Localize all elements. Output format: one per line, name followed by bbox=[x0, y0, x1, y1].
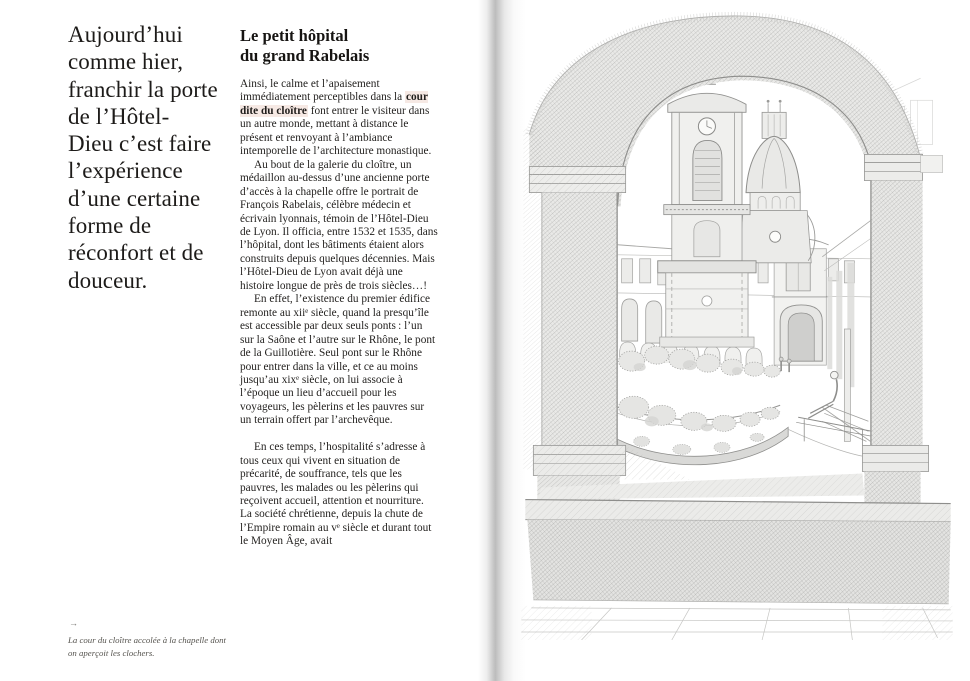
pull-quote-line: Aujourd’hui bbox=[68, 22, 183, 47]
paragraph-text: font entrer le visiteur dans un autre monde, mettant à distance le présent et renvoyant à l’ambiance intemporelle de l’architecture monastique. bbox=[240, 104, 432, 158]
garden bbox=[618, 346, 871, 479]
article-paragraph: Au bout de la galerie du cloître, un médaillon au-dessus d’une ancienne porte d’accès à la chapelle offre le portrait de François Rabelais, célèbre médecin et écrivain lyonnais, témoin de l’Hôtel-Dieu de Lyon. Il officia, entre 1532 et 1535, dans l’hôpital, dont les bâtiments étaient alors construits depuis quelques décennies. Mais l’Hôtel-Dieu de Lyon avait déjà une histoire longue de près de trois siècles…! bbox=[240, 158, 438, 292]
highlighted-phrase: cour dite du cloître bbox=[240, 91, 428, 117]
left-pier bbox=[529, 167, 625, 502]
article-heading bbox=[240, 26, 438, 65]
pull-quote-line: forme de bbox=[68, 213, 152, 239]
gallery-colonnade bbox=[822, 221, 870, 442]
courtyard-sketch-svg bbox=[521, 8, 953, 640]
article-heading-line: Le petit hôpital bbox=[240, 26, 349, 45]
article-heading-line: du grand Rabelais bbox=[240, 45, 370, 65]
seated-figure bbox=[796, 371, 872, 451]
pull-quote-line: de l’Hôtel- bbox=[68, 103, 170, 129]
article-paragraph bbox=[240, 78, 438, 159]
pull-quote-line: d’une certaine bbox=[68, 185, 201, 211]
pull-quote-line: Dieu c’est faire bbox=[68, 131, 212, 157]
pull-quote-line: l’expérience bbox=[68, 158, 183, 184]
right-pier bbox=[862, 154, 942, 509]
caption-text: La cour du cloître accolée à la chapelle dont on aperçoit les clochers. bbox=[68, 634, 226, 658]
pull-quote bbox=[68, 21, 228, 294]
pull-quote-line: comme hier, bbox=[68, 49, 184, 75]
article-paragraph: En effet, l’existence du premier édifice remonte au xiiᵉ siècle, quand la presqu’île est accessible par deux seuls ponts : l’un sur la Saône et l’autre sur le Rhône, le pont de la Guillotière. Seul pont sur le Rhône pour entrer dans la ville, et ce au moins jusqu’au xixᵉ siècle, on lui associe à l’époque un lieu d’accueil pour les voyageurs, les pèlerins et les pauvres sur un terrain offert par l’archevêque. bbox=[240, 293, 436, 427]
article-column bbox=[240, 26, 438, 549]
dome-tower bbox=[735, 100, 815, 263]
paragraph-text: Ainsi, le calme et l’apaisement immédiatement perceptibles dans la bbox=[240, 78, 406, 104]
pull-quote-line: douceur. bbox=[68, 267, 148, 293]
caption-arrow-icon: → bbox=[69, 618, 78, 628]
cloister-courtyard-illustration bbox=[521, 8, 953, 640]
article-paragraph: En ces temps, l’hospitalité s’adresse à tous ceux qui vivent en situation de précarité, de souffrance, tels que les pauvres, les malades ou les pèlerins qui reçoivent accueil, attention et nourriture. La société chrétienne, depuis la chute de l’Empire romain au vᵉ siècle et durant tout le Moyen Âge, avait bbox=[240, 441, 432, 548]
paved-floor bbox=[521, 606, 952, 640]
clock-tower bbox=[658, 57, 756, 347]
courtyard-view bbox=[618, 57, 873, 480]
pull-quote-line: réconfort et de bbox=[68, 240, 204, 266]
pull-quote-line: franchir la porte bbox=[68, 76, 218, 102]
illustration-caption bbox=[68, 617, 233, 660]
